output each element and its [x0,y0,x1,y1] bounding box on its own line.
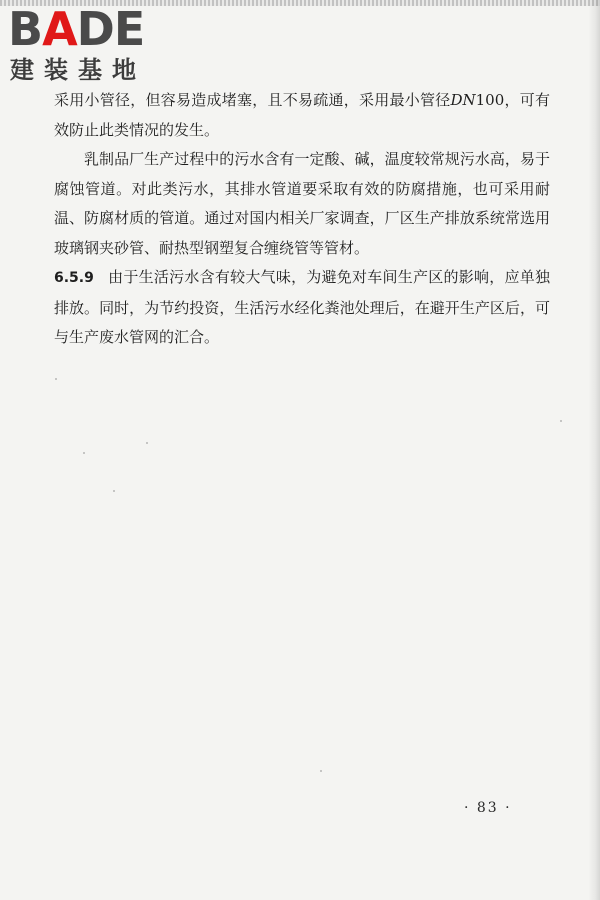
logo-letter-b: B [8,2,43,56]
logo-chinese-text: 建装基地 [10,56,146,84]
paragraph-1-rest: 100，可有效防止此类情况的发生。 [54,91,550,139]
scan-right-edge [588,0,600,900]
bade-watermark-logo [8,4,178,86]
logo-latin-text [8,4,144,54]
page-body [54,86,550,353]
clause-6-5-9 [54,263,550,353]
scan-speck [83,452,85,454]
clause-text: 由于生活污水含有较大气味，为避免对车间生产区的影响，应单独排放。同时，为节约投资，生活污水经化粪池处理后，在避开生产区后，可与生产废水管网的汇合。 [54,268,550,346]
paragraph-1-text: 采用小管径，但容易造成堵塞，且不易疏通，采用最小管径 [54,91,451,109]
scan-speck [320,770,322,772]
logo-letter-a-accent: A [42,2,77,56]
page-number: · 83 · [464,800,512,816]
section-number: 6.5.9 [54,270,94,286]
scan-speck [113,490,115,492]
dn-symbol: DN [450,91,476,109]
paragraph-2: 乳制品厂生产过程中的污水含有一定酸、碱，温度较常规污水高，易于腐蚀管道。对此类污水，其排水管道要采取有效的防腐措施，也可采用耐温、防腐材质的管道。通过对国内相关厂家调查，厂区生产排放系统常选用玻璃钢夹砂管、耐热型钢塑复合缠绕管等管材。 [54,150,550,257]
scan-speck [146,442,148,444]
logo-letters-de: DE [76,2,145,56]
paragraph-1 [54,86,550,145]
scan-speck [55,378,57,380]
scan-speck [560,420,562,422]
